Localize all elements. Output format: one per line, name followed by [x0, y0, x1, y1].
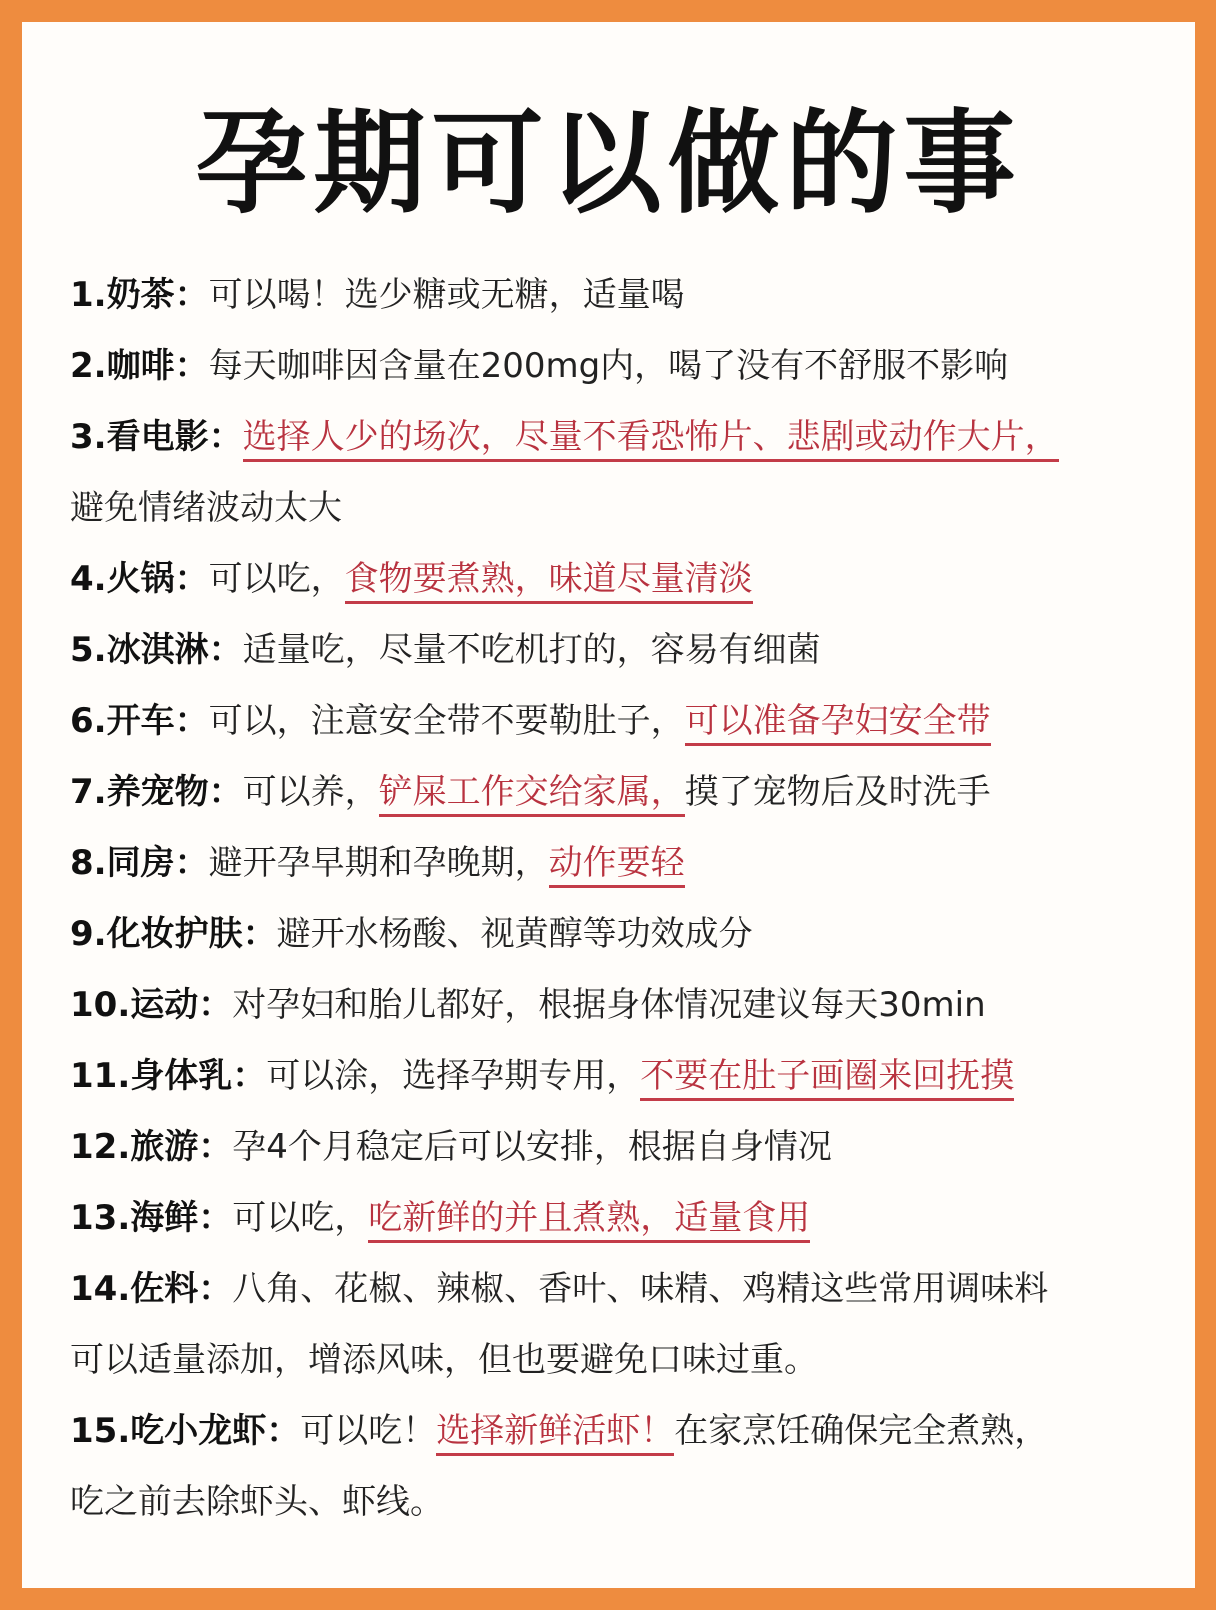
item-text: 适量吃，尽量不吃机打的，容易有细菌	[242, 630, 821, 670]
item-text: 对孕妇和胎儿都好，根据身体情况建议每天30min	[232, 985, 986, 1025]
item-text: 可以吃，	[232, 1198, 369, 1238]
item-label: 11.身体乳：	[70, 1056, 267, 1096]
list-item	[70, 1041, 1180, 1112]
item-text-after: 在家烹饪确保完全煮熟，	[674, 1411, 1049, 1451]
item-label: 6.开车：	[70, 701, 209, 741]
list-item	[70, 402, 1180, 473]
list-item	[70, 1396, 1180, 1467]
item-highlight: 不要在肚子画圈来回抚摸	[640, 1056, 1014, 1101]
list-item-continuation	[70, 473, 1180, 544]
item-highlight: 食物要煮熟，味道尽量清淡	[345, 559, 753, 604]
item-text: 可以养，	[242, 772, 379, 812]
list-item	[70, 1112, 1180, 1183]
item-text-continuation: 避免情绪波动太大	[70, 488, 342, 528]
item-text: 八角、花椒、辣椒、香叶、味精、鸡精这些常用调味料	[232, 1269, 1049, 1309]
item-highlight: 选择人少的场次，尽量不看恐怖片、悲剧或动作大片，	[243, 417, 1059, 462]
item-label: 14.佐料：	[70, 1269, 233, 1309]
item-text-continuation: 可以适量添加，增添风味，但也要避免口味过重。	[70, 1340, 818, 1380]
item-text-continuation: 吃之前去除虾头、虾线。	[70, 1482, 444, 1522]
item-label: 12.旅游：	[70, 1127, 233, 1167]
list-item	[70, 828, 1180, 899]
page-title: 孕期可以做的事	[195, 99, 1022, 229]
item-text: 避开孕早期和孕晚期，	[208, 843, 549, 883]
item-label: 9.化妆护肤：	[70, 914, 277, 954]
list-item	[70, 970, 1180, 1041]
list-item-continuation	[70, 1467, 1180, 1538]
item-label: 15.吃小龙虾：	[70, 1411, 301, 1451]
content-card	[22, 22, 1195, 1588]
list-item	[70, 899, 1180, 970]
item-text-after: 摸了宠物后及时洗手	[684, 772, 991, 812]
item-label: 10.运动：	[70, 985, 233, 1025]
list-item	[70, 544, 1180, 615]
list-item-continuation	[70, 1325, 1180, 1396]
list-item	[70, 331, 1180, 402]
item-highlight: 吃新鲜的并且煮熟，适量食用	[368, 1198, 810, 1243]
item-text: 可以，注意安全带不要勒肚子，	[208, 701, 685, 741]
item-label: 13.海鲜：	[70, 1198, 233, 1238]
item-text: 可以吃！	[300, 1411, 437, 1451]
item-highlight: 铲屎工作交给家属，	[379, 772, 685, 817]
item-highlight: 选择新鲜活虾！	[436, 1411, 674, 1456]
list-item	[70, 686, 1180, 757]
item-text: 每天咖啡因含量在200mg内，喝了没有不舒服不影响	[208, 346, 1009, 386]
list-item	[70, 615, 1180, 686]
list-item	[70, 1254, 1180, 1325]
item-text: 可以喝！选少糖或无糖，适量喝	[208, 275, 685, 315]
item-highlight: 动作要轻	[549, 843, 685, 888]
item-label: 2.咖啡：	[70, 346, 209, 386]
item-label: 5.冰淇淋：	[70, 630, 243, 670]
tips-list	[70, 260, 1180, 1538]
item-label: 3.看电影：	[70, 417, 243, 457]
item-label: 4.火锅：	[70, 559, 209, 599]
item-text: 避开水杨酸、视黄醇等功效成分	[276, 914, 753, 954]
item-text: 可以涂，选择孕期专用，	[266, 1056, 641, 1096]
item-label: 1.奶茶：	[70, 275, 209, 315]
list-item	[70, 260, 1180, 331]
list-item	[70, 757, 1180, 828]
list-item	[70, 1183, 1180, 1254]
item-highlight: 可以准备孕妇安全带	[685, 701, 991, 746]
item-text: 孕4个月稳定后可以安排，根据自身情况	[232, 1127, 832, 1167]
item-label: 8.同房：	[70, 843, 209, 883]
item-label: 7.养宠物：	[70, 772, 243, 812]
item-text: 可以吃，	[208, 559, 345, 599]
